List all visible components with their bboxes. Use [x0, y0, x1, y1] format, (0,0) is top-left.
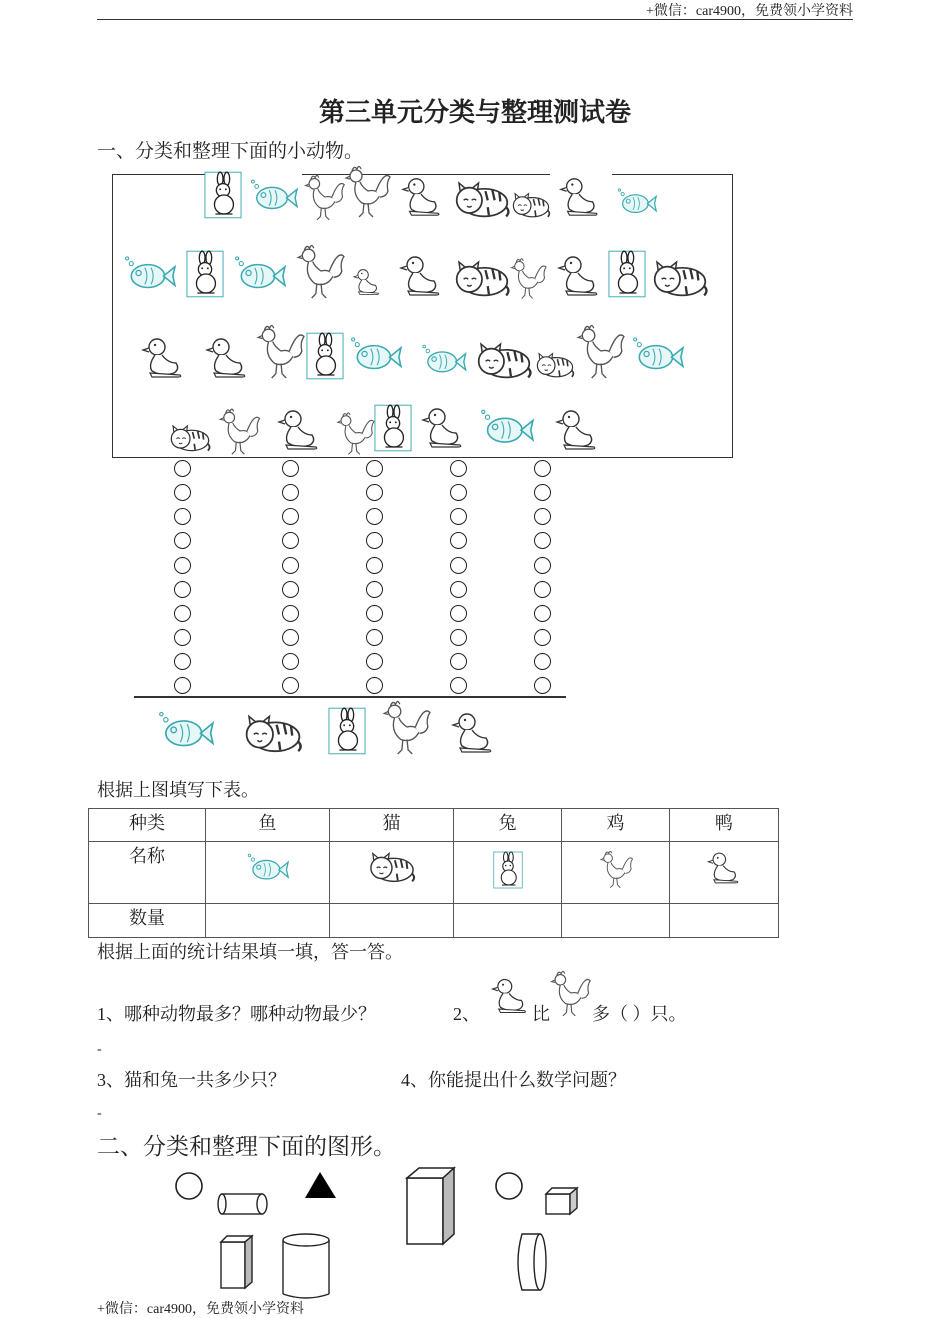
tally-circle[interactable]: [174, 653, 191, 670]
shapes-area: [0, 1160, 950, 1300]
table-cell-name-fish: [206, 842, 330, 904]
fish-icon: [234, 252, 286, 296]
tally-circle[interactable]: [282, 581, 299, 598]
header-note: +微信：car4900，免费领小学资料: [646, 4, 853, 19]
duck-icon: [352, 266, 382, 298]
table-cell-name-rooster: [562, 842, 670, 904]
fish-icon: [247, 848, 289, 888]
tally-circle[interactable]: [366, 532, 383, 549]
tally-circle[interactable]: [174, 581, 191, 598]
tally-circle[interactable]: [450, 508, 467, 525]
table-header-rabbit: 兔: [454, 809, 562, 842]
fish-icon: [250, 176, 298, 216]
fish-icon: [616, 186, 658, 218]
cat-icon: [510, 188, 552, 220]
tally-circle[interactable]: [450, 532, 467, 549]
cylinder-shape: [518, 1234, 546, 1290]
cat-icon: [474, 336, 534, 382]
tally-circle[interactable]: [282, 605, 299, 622]
rooster-icon: [574, 320, 626, 382]
cat-icon: [242, 708, 304, 756]
tally-circle[interactable]: [534, 532, 551, 549]
table-cell-name-cat: [330, 842, 454, 904]
tally-circle[interactable]: [174, 605, 191, 622]
tally-circle[interactable]: [366, 508, 383, 525]
triangle-shape: [305, 1172, 336, 1198]
cylinder-shape: [283, 1234, 329, 1298]
question-3: 3、猫和兔一共多少只？: [97, 1070, 286, 1090]
rabbit-icon: [608, 248, 646, 300]
cat-icon: [650, 254, 710, 300]
tally-circle[interactable]: [282, 460, 299, 477]
tally-circle[interactable]: [366, 484, 383, 501]
tally-circle[interactable]: [534, 677, 551, 694]
question-4: 4、你能提出什么数学问题？: [401, 1070, 626, 1090]
cylinder-shape: [218, 1194, 267, 1214]
table-cell-name-duck: [670, 842, 779, 904]
duck-icon: [140, 334, 186, 382]
tally-circle[interactable]: [534, 484, 551, 501]
tally-circle[interactable]: [450, 557, 467, 574]
page-title: 第三单元分类与整理测试卷: [318, 98, 631, 127]
tally-circle[interactable]: [174, 532, 191, 549]
duck-icon: [558, 174, 602, 220]
tally-circle[interactable]: [366, 605, 383, 622]
tally-circle[interactable]: [534, 653, 551, 670]
circle-shape: [176, 1173, 202, 1199]
fish-icon: [632, 334, 684, 376]
fish-icon: [158, 708, 214, 754]
duck-icon: [490, 972, 530, 1020]
tally-circle[interactable]: [282, 653, 299, 670]
count-input-cat[interactable]: [330, 904, 454, 938]
tally-circle[interactable]: [282, 484, 299, 501]
tally-circle[interactable]: [366, 581, 383, 598]
table-row-label-kind: 种类: [89, 809, 206, 842]
stats-prompt: 根据上面的统计结果填一填，答一答。: [97, 942, 403, 962]
rooster-icon: [508, 256, 548, 300]
duck-icon: [450, 708, 496, 758]
tally-circle[interactable]: [450, 677, 467, 694]
tally-circle[interactable]: [366, 557, 383, 574]
tally-circle[interactable]: [282, 677, 299, 694]
tally-circle[interactable]: [534, 508, 551, 525]
duck-icon: [204, 334, 250, 382]
rooster-icon: [214, 406, 264, 456]
count-input-rooster[interactable]: [562, 904, 670, 938]
cuboid-shape: [221, 1236, 252, 1288]
tally-circle[interactable]: [282, 629, 299, 646]
tally-circle[interactable]: [282, 508, 299, 525]
tally-circle[interactable]: [366, 653, 383, 670]
header-rule: [97, 19, 853, 20]
section2-heading: 二、分类和整理下面的图形。: [97, 1134, 396, 1159]
tally-circle[interactable]: [282, 532, 299, 549]
tally-circle[interactable]: [450, 629, 467, 646]
tally-circle[interactable]: [534, 581, 551, 598]
tally-circle[interactable]: [174, 677, 191, 694]
rooster-icon: [598, 846, 634, 892]
cat-icon: [452, 254, 512, 300]
rabbit-icon: [328, 704, 366, 758]
fish-icon: [124, 252, 176, 296]
fill-table-prompt: 根据上图填写下表。: [97, 780, 259, 800]
question-2-suffix: 多（ ）只。: [592, 1004, 687, 1024]
rooster-icon: [302, 172, 346, 222]
rabbit-icon: [186, 248, 224, 300]
tally-circle[interactable]: [450, 581, 467, 598]
table-header-fish: 鱼: [206, 809, 330, 842]
tally-circle[interactable]: [366, 677, 383, 694]
tally-baseline: [134, 696, 566, 698]
duck-icon: [400, 174, 444, 220]
question-1: 1、哪种动物最多？哪种动物最少？: [97, 1004, 376, 1024]
question-2-prefix: 2、: [453, 1004, 480, 1024]
count-input-fish[interactable]: [206, 904, 330, 938]
tally-circle[interactable]: [450, 460, 467, 477]
tally-table: [88, 808, 779, 938]
tally-circle[interactable]: [174, 484, 191, 501]
cube-shape: [546, 1188, 577, 1214]
tally-circle[interactable]: [174, 557, 191, 574]
count-input-rabbit[interactable]: [454, 904, 562, 938]
duck-icon: [276, 406, 322, 454]
table-row-label-name: 名称: [89, 842, 206, 904]
duck-icon: [398, 252, 444, 300]
tally-circle[interactable]: [450, 653, 467, 670]
tally-circle[interactable]: [282, 557, 299, 574]
cat-icon: [452, 175, 512, 221]
tally-circle[interactable]: [174, 629, 191, 646]
table-header-duck: 鸭: [670, 809, 779, 842]
cat-icon: [534, 348, 576, 380]
count-input-duck[interactable]: [670, 904, 779, 938]
rooster-icon: [380, 696, 432, 758]
circle-shape: [496, 1173, 522, 1199]
rooster-icon: [342, 160, 392, 222]
answer-dash-2: -: [97, 1106, 102, 1121]
duck-icon: [554, 406, 600, 454]
table-header-rooster: 鸡: [562, 809, 670, 842]
tally-circle[interactable]: [450, 484, 467, 501]
tally-circle[interactable]: [174, 460, 191, 477]
rabbit-icon: [374, 402, 412, 454]
fish-icon: [420, 342, 468, 378]
tally-circle[interactable]: [534, 557, 551, 574]
tally-circle[interactable]: [366, 460, 383, 477]
tally-circle[interactable]: [450, 605, 467, 622]
footer-note: +微信：car4900，免费领小学资料: [97, 1302, 304, 1317]
tally-circle[interactable]: [534, 460, 551, 477]
fish-icon: [480, 406, 534, 450]
answer-dash-1: -: [97, 1042, 102, 1057]
cuboid-shape: [407, 1168, 454, 1244]
rabbit-icon: [493, 846, 523, 894]
cat-icon: [168, 420, 212, 454]
table-header-cat: 猫: [330, 809, 454, 842]
rabbit-icon: [306, 330, 344, 382]
fish-icon: [350, 334, 402, 376]
tally-circle[interactable]: [534, 629, 551, 646]
duck-icon: [420, 402, 466, 454]
tally-circle[interactable]: [366, 629, 383, 646]
tally-circle[interactable]: [534, 605, 551, 622]
table-row-label-count: 数量: [89, 904, 206, 938]
section1-heading: 一、分类和整理下面的小动物。: [97, 141, 364, 162]
duck-icon: [706, 846, 742, 890]
tally-circle[interactable]: [174, 508, 191, 525]
rabbit-icon: [204, 169, 242, 221]
table-cell-name-rabbit: [454, 842, 562, 904]
duck-icon: [556, 252, 602, 300]
rooster-icon: [254, 320, 306, 382]
rooster-icon: [548, 966, 592, 1020]
cat-icon: [368, 846, 416, 886]
rooster-icon: [334, 410, 376, 456]
rooster-icon: [294, 240, 346, 302]
question-2-mid: 比: [532, 1004, 550, 1024]
